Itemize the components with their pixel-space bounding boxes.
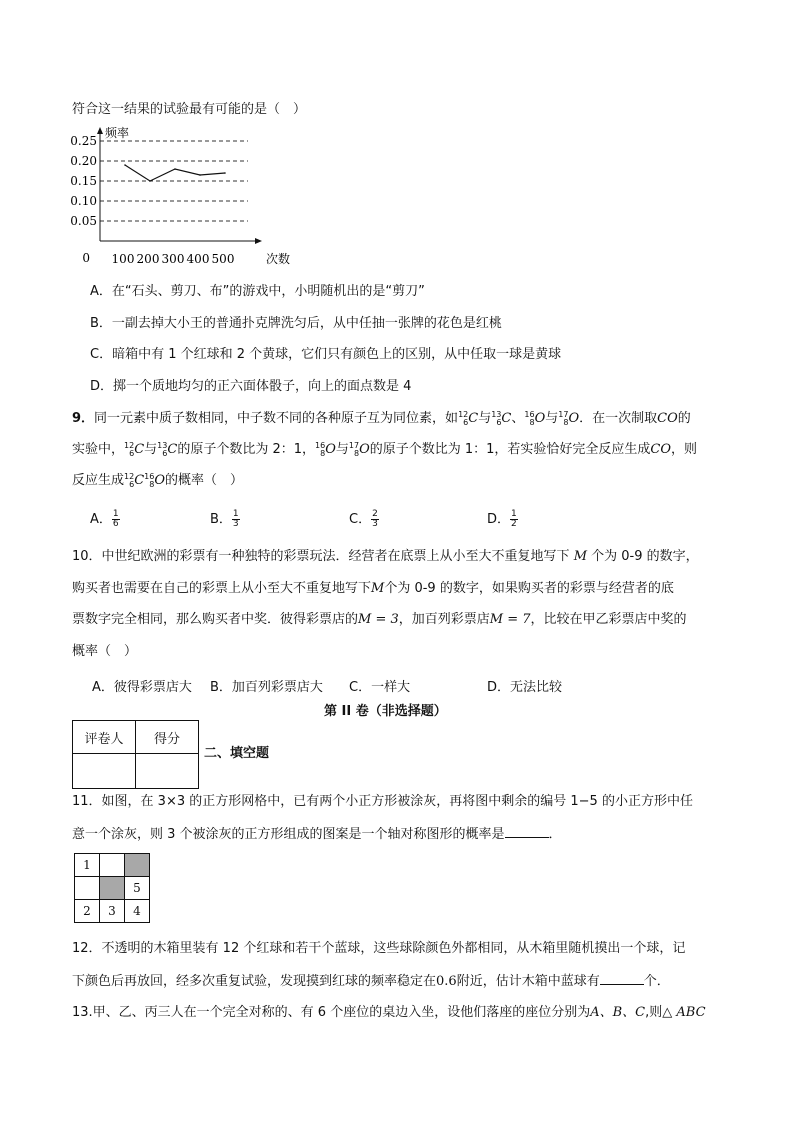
q11-line2: 意一个涂灰，则 3 个被涂灰的正方形组成的图案是一个轴对称图形的概率是 ． (72, 827, 562, 842)
q9-text: 与 (478, 411, 492, 426)
data-point (199, 174, 201, 176)
q10-option-a: A．彼得彩票店大 (92, 680, 192, 695)
q10-line3: 票数字完全相同，那么购买者中奖．彼得彩票店的M = 3，加百列彩票店M = 7，比较在甲乙彩票店中奖的 (72, 612, 687, 627)
q9-text: 与 (335, 442, 349, 457)
isotope-o16: 16 8 O (524, 409, 546, 427)
q12-answer-blank[interactable] (600, 972, 644, 985)
y-tick-label: 0.25 (70, 134, 97, 148)
isotope-c13: 13 6 C (491, 409, 512, 427)
q9-text: 与 (144, 442, 158, 457)
x-axis-arrow (255, 238, 262, 244)
q9-option-b: B． $\frac{1}{3}$ (210, 509, 239, 529)
formula-co: CO (650, 442, 672, 457)
grid-cell-1: 1 (75, 854, 100, 877)
isotope-o16: 16 8 O (315, 440, 336, 458)
isotope-c12: 12 6 C (458, 409, 479, 427)
reviewer-header: 评卷人 (73, 721, 136, 754)
isotope-o17: 17 8 O (558, 409, 580, 427)
q13-line1: 13.甲、乙、丙三人在一个完全对称的、有 6 个座位的桌边入坐，设他们落座的座位分别为A、B、C,则△ ABC (72, 1005, 706, 1020)
isotope-o17: 17 8 O (348, 440, 370, 458)
q9-line1 (72, 410, 691, 428)
grid-cell-2: 2 (75, 900, 100, 923)
origin-label: 0 (82, 251, 90, 265)
q9-text: ，则 (671, 442, 698, 457)
grid-cell-5: 5 (125, 877, 150, 900)
q9-line3 (72, 472, 243, 490)
y-axis-arrow (97, 127, 103, 134)
grid-cell (100, 854, 125, 877)
x-tick-label: 500 (211, 252, 235, 266)
data-point (149, 180, 151, 182)
q9-option-a: A． $\frac{1}{6}$ (90, 509, 119, 529)
q8-option-c: C．暗箱中有 1 个红球和 2 个黄球，它们只有颜色上的区别，从中任取一球是黄球 (90, 347, 562, 362)
isotope-c12: 12 6 C (124, 440, 145, 458)
section2-heading: 二、填空题 (204, 746, 270, 761)
q9-option-c: C． $\frac{2}{3}$ (349, 509, 378, 529)
data-point (124, 164, 126, 166)
frequency-series-line (125, 165, 225, 181)
y-tick-label: 0.05 (70, 214, 97, 228)
q9-text: 的概率（ ） (165, 473, 244, 488)
q10-option-b: B．加百列彩票店大 (210, 680, 323, 695)
q11-line1: 11．如图，在 3×3 的正方形网格中，已有两个小正方形被涂灰，再将图中剩余的编号 1−5 的小正方形中任 (72, 794, 693, 809)
q10-line2: 购买者也需要在自己的彩票上从小至大不重复地写下M个为 0-9 的数字，如果购买者的彩票与经营者的底 (72, 581, 674, 596)
q8-option-b: B．一副去掉大小王的普通扑克牌洗匀后，从中任抽一张牌的花色是红桃 (90, 316, 502, 331)
q9-text: 反应生成 (72, 473, 125, 488)
frequency-line-chart (60, 124, 290, 274)
grid-cell-3: 3 (100, 900, 125, 923)
data-point (174, 168, 176, 170)
y-tick-label: 0.10 (70, 194, 97, 208)
y-axis-label: 频率 (105, 126, 130, 140)
q9-text: 的 (677, 411, 691, 426)
formula-co: CO (657, 411, 678, 426)
q8-option-d: D．掷一个质地均匀的正六面体骰子，向上的面点数是 4 (90, 379, 412, 394)
y-tick-label: 0.15 (70, 174, 97, 188)
q9-text: 实验中， (72, 442, 125, 457)
score-cell[interactable] (136, 754, 199, 789)
q12-line1: 12．不透明的木箱里装有 12 个红球和若干个蓝球，这些球除颜色外都相同，从木箱里随机摸出一个球，记 (72, 941, 686, 956)
q12-line2: 下颜色后再放回，经多次重复试验，发现摸到红球的频率稳定在0.6附近，估计木箱中蓝球有 个． (72, 974, 670, 989)
x-tick-label: 300 (161, 252, 185, 266)
q9-number: 9． (72, 411, 95, 426)
grid-cell (75, 877, 100, 900)
x-tick-label: 100 (111, 252, 135, 266)
data-point (224, 172, 226, 174)
isotope-c12: 12 6 C (124, 471, 145, 489)
q9-text: 的原子个数比为 2：1， (177, 442, 315, 457)
grid-3x3 (74, 853, 150, 923)
q9-line2 (72, 441, 697, 459)
q10-line1: 10．中世纪欧洲的彩票有一种独特的彩票玩法．经营者在底票上从小至大不重复地写下 M 个为 0-9 的数字， (72, 549, 699, 564)
grid-cell-shaded (125, 854, 150, 877)
q9-text: 的原子个数比为 1：1，若实验恰好完全反应生成 (369, 442, 651, 457)
section-title: 第 II 卷（非选择题） (324, 704, 447, 719)
q10-option-c: C．一样大 (349, 680, 411, 695)
q8-intro: 符合这一结果的试验最有可能的是（ ） (72, 102, 307, 117)
q9-text: 同一元素中质子数相同，中子数不同的各种原子互为同位素，如 (94, 411, 459, 426)
x-axis-label: 次数 (266, 252, 290, 266)
grid-cell-shaded (100, 877, 125, 900)
y-tick-label: 0.20 (70, 154, 97, 168)
x-tick-label: 200 (136, 252, 160, 266)
q8-option-a: A．在“石头、剪刀、布”的游戏中，小明随机出的是“剪刀” (90, 284, 425, 299)
q9-text: 、 (511, 411, 525, 426)
q9-option-d: D． $\frac{1}{2}$ (487, 509, 517, 529)
isotope-o16: 16 8 O (144, 471, 166, 489)
reviewer-cell[interactable] (73, 754, 136, 789)
x-tick-label: 400 (186, 252, 210, 266)
grid-cell-4: 4 (125, 900, 150, 923)
grader-table (72, 720, 199, 789)
isotope-c13: 13 6 C (157, 440, 178, 458)
q10-option-d: D．无法比较 (487, 680, 563, 695)
q9-text: ．在一次制取 (579, 411, 658, 426)
q11-answer-blank[interactable] (505, 825, 549, 838)
q9-text: 与 (545, 411, 559, 426)
q10-line4: 概率（ ） (72, 644, 138, 659)
score-header: 得分 (136, 721, 199, 754)
